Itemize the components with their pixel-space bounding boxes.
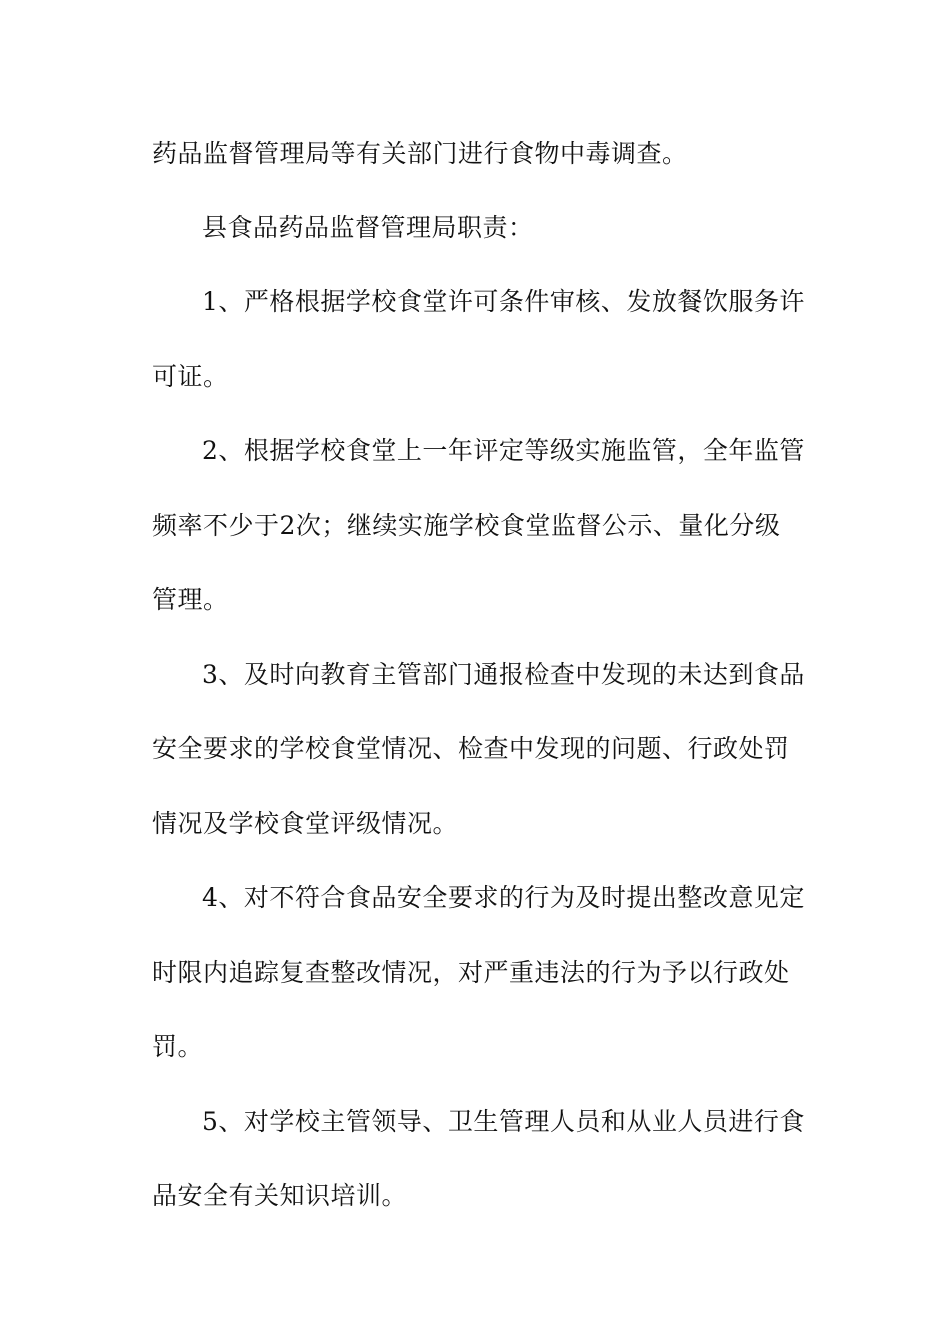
- list-item-3-line-2: 安全要求的学校食堂情况、检查中发现的问题、行政处罚: [152, 734, 790, 763]
- list-item-4-line-1: 4、对不符合食品安全要求的行为及时提出整改意见定: [202, 883, 805, 912]
- text-line: 药品监督管理局等有关部门进行食物中毒调查。: [152, 139, 688, 168]
- list-item-1-line-2: 可证。: [152, 362, 229, 391]
- section-heading: 县食品药品监督管理局职责：: [202, 213, 534, 242]
- list-item-2-line-2: 频率不少于2次；继续实施学校食堂监督公示、量化分级: [152, 511, 781, 540]
- list-item-3-line-1: 3、及时向教育主管部门通报检查中发现的未达到食品: [202, 660, 805, 689]
- list-item-4-line-2: 时限内追踪复查整改情况，对严重违法的行为予以行政处: [152, 958, 790, 987]
- list-item-5-line-2: 品安全有关知识培训。: [152, 1181, 408, 1210]
- list-item-1-line-1: 1、严格根据学校食堂许可条件审核、发放餐饮服务许: [202, 287, 805, 316]
- list-item-2-line-1: 2、根据学校食堂上一年评定等级实施监管，全年监管: [202, 436, 805, 465]
- list-item-4-line-3: 罚。: [152, 1032, 204, 1061]
- list-item-5-line-1: 5、对学校主管领导、卫生管理人员和从业人员进行食: [202, 1107, 805, 1136]
- list-item-2-line-3: 管理。: [152, 585, 229, 614]
- list-item-3-line-3: 情况及学校食堂评级情况。: [152, 809, 459, 838]
